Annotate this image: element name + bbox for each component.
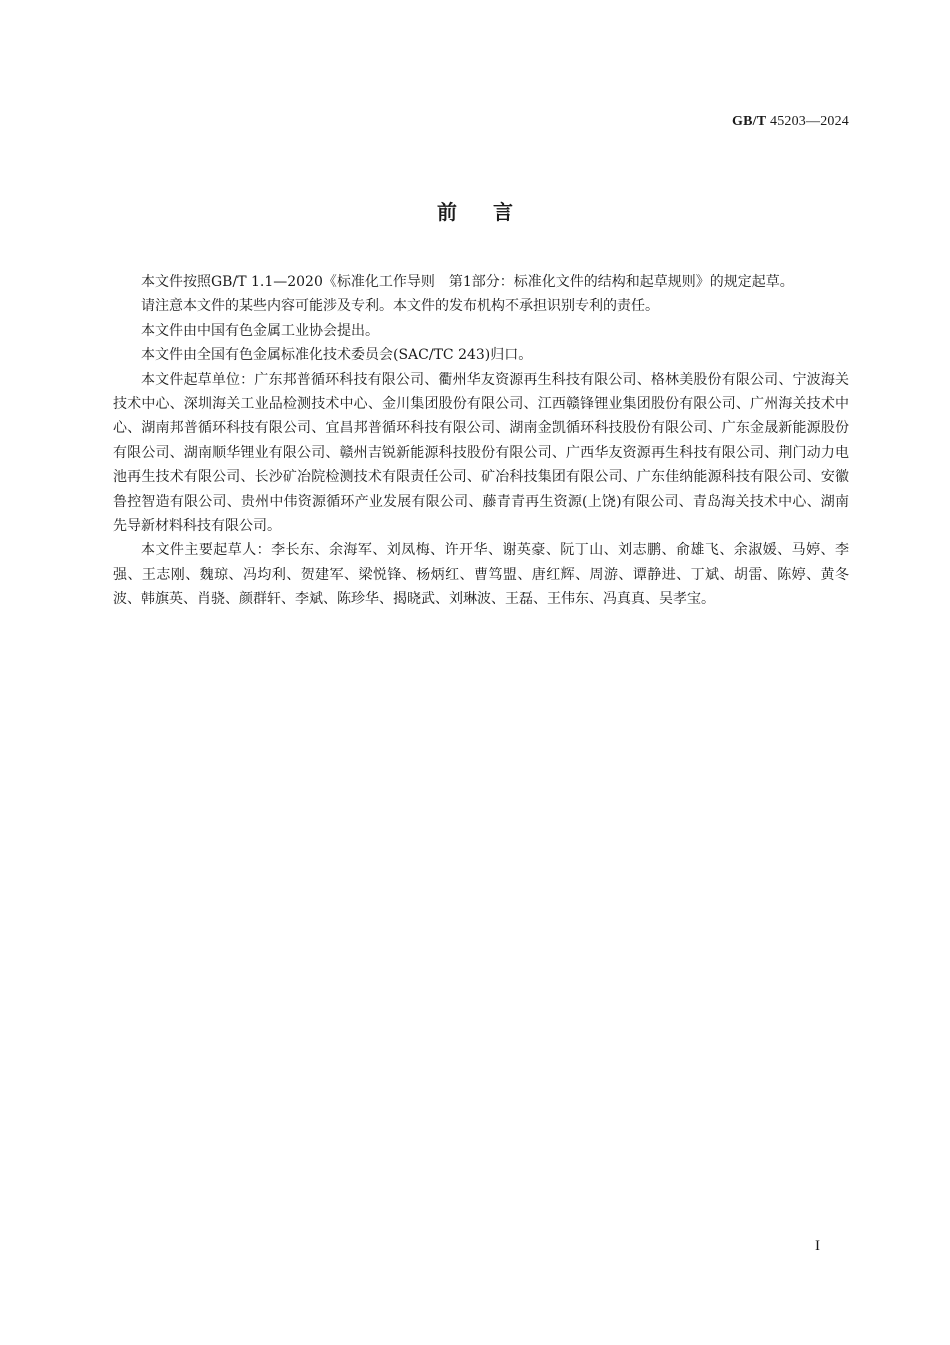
paragraph-drafting-units: 本文件起草单位：广东邦普循环科技有限公司、衢州华友资源再生科技有限公司、格林美股份有限公司、宁波海关技术中心、深圳海关工业品检测技术中心、金川集团股份有限公司、江西赣锋锂业集团股份有限公司、广州海关技术中心、湖南邦普循环科技有限公司、宜昌邦普循环科技有限公司、湖南金凯循环科技股份有限公司、广东金晟新能源股份有限公司、湖南顺华锂业有限公司、赣州吉锐新能源科技股份有限公司、广西华友资源再生科技有限公司、荆门动力电池再生技术有限公司、长沙矿冶院检测技术有限责任公司、矿冶科技集团有限公司、广东佳纳能源科技有限公司、安徽鲁控智造有限公司、贵州中伟资源循环产业发展有限公司、藤青青再生资源(上饶)有限公司、青岛海关技术中心、湖南先导新材料科技有限公司。 (113, 371, 849, 535)
paragraph-patent-notice: 请注意本文件的某些内容可能涉及专利。本文件的发布机构不承担识别专利的责任。 (141, 298, 659, 315)
standard-code-number: 45203—2024 (766, 114, 849, 129)
paragraph-committee: 本文件由全国有色金属标准化技术委员会(SAC/TC 243)归口。 (141, 347, 533, 364)
paragraph-proposer: 本文件由中国有色金属工业协会提出。 (141, 322, 379, 339)
page-number: I (815, 1238, 820, 1254)
paragraph-drafters: 本文件主要起草人：李长东、余海军、刘凤梅、许开华、谢英豪、阮丁山、刘志鹏、俞雄飞、余淑媛、马婷、李强、王志刚、魏琼、冯均利、贺建军、梁悦锋、杨炳红、曹笃盟、唐红辉、周游、谭静进、丁斌、胡雷、陈婷、黄冬波、韩旗英、肖骁、颜群轩、李斌、陈珍华、揭晓武、刘琳波、王磊、王伟东、冯真真、吴孝宝。 (113, 542, 849, 608)
standard-code (732, 114, 849, 130)
foreword-body (113, 270, 849, 612)
standard-code-prefix: GB/T (732, 114, 767, 129)
page-title: 前言 (437, 200, 549, 224)
paragraph-drafting-rules: 本文件按照GB/T 1.1—2020《标准化工作导则 第1部分：标准化文件的结构和起草规则》的规定起草。 (141, 274, 794, 290)
